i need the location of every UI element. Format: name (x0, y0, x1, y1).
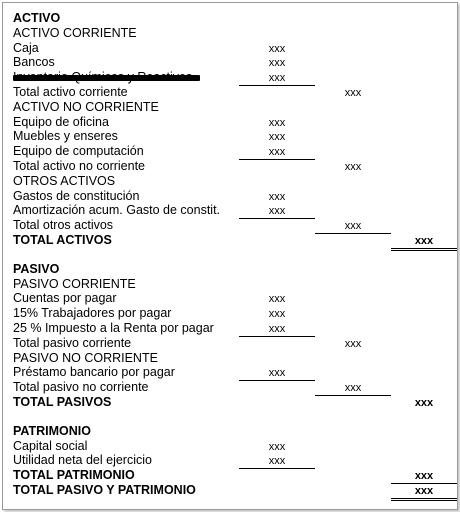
amount-total: xxx (391, 234, 457, 251)
statement-row (3, 291, 459, 306)
statement-row (3, 483, 459, 498)
statement-row (3, 41, 459, 56)
statement-row (3, 321, 459, 336)
statement-row (3, 189, 459, 204)
amount-detail: xxx (239, 204, 315, 219)
statement-row (3, 85, 459, 100)
row-label: PASIVO NO CORRIENTE (13, 350, 158, 365)
amount-detail: xxx (239, 366, 315, 381)
statement-row (3, 439, 459, 454)
row-label: ACTIVO NO CORRIENTE (13, 99, 159, 114)
row-label: Gastos de constitución (13, 188, 140, 203)
row-label: 25 % Impuesto a la Renta por pagar (13, 321, 214, 335)
amount-subtotal: xxx (344, 87, 362, 99)
amount-subtotal: xxx (344, 337, 362, 350)
row-label: Bancos (13, 55, 55, 70)
row-label: Total activo no corriente (13, 159, 146, 173)
row-label: Préstamo bancario por pagar (13, 365, 175, 380)
amount-detail: xxx (239, 71, 315, 86)
statement-row (3, 129, 459, 144)
row-label: Amortización acum. Gasto de constit. (13, 203, 221, 218)
statement-row (3, 100, 459, 115)
amount-detail: xxx (268, 57, 286, 70)
statement-row (3, 174, 459, 189)
row-label: Capital social (13, 438, 88, 453)
amount-total: xxx (391, 484, 457, 501)
row-label: PATRIMONIO (13, 423, 92, 438)
row-label: Equipo de computación (13, 144, 144, 159)
statement-row (3, 11, 459, 26)
statement-row (3, 277, 459, 292)
row-label: TOTAL ACTIVOS (13, 233, 112, 247)
row-label: Total pasivo no corriente (13, 380, 149, 395)
row-label: Caja (13, 40, 39, 55)
statement-row (3, 26, 459, 41)
row-label: Total otros activos (13, 218, 114, 233)
row-label: TOTAL PASIVOS (13, 395, 112, 409)
row-label: Muebles y enseres (13, 129, 118, 144)
statement-row (3, 468, 459, 483)
amount-detail: xxx (239, 145, 315, 160)
statement-row (3, 351, 459, 366)
row-label: Total pasivo corriente (13, 335, 132, 350)
statement-row (3, 424, 459, 439)
row-label: TOTAL PASIVO Y PATRIMONIO (13, 483, 196, 497)
statement-row (3, 55, 459, 70)
row-label: PASIVO CORRIENTE (13, 276, 136, 291)
amount-subtotal: xxx (344, 161, 362, 173)
statement-row (3, 218, 459, 233)
balance-sheet (2, 2, 458, 510)
statement-row (3, 144, 459, 159)
row-label: 15% Trabajadores por pagar (13, 306, 172, 321)
statement-row (3, 203, 459, 218)
row-label: PASIVO (13, 261, 60, 276)
amount-detail: xxx (268, 190, 286, 203)
amount-detail: xxx (268, 42, 286, 55)
amount-subtotal: xxx (315, 381, 391, 396)
redaction-mark (13, 75, 200, 81)
statement-row (3, 453, 459, 468)
statement-row (3, 380, 459, 395)
row-label: Total activo corriente (13, 85, 128, 99)
amount-detail: xxx (239, 322, 315, 337)
row-label: Utilidad neta del ejercicio (13, 453, 152, 468)
row-label: Cuentas por pagar (13, 291, 117, 306)
amount-detail: xxx (268, 440, 286, 453)
statement-row (3, 262, 459, 277)
statement-row (3, 365, 459, 380)
statement-row (3, 70, 459, 85)
amount-detail: xxx (268, 293, 286, 306)
row-label: ACTIVO (13, 11, 61, 25)
statement-row (3, 159, 459, 174)
statement-row (3, 306, 459, 321)
statement-row (3, 395, 459, 410)
amount-detail: xxx (268, 131, 286, 144)
statement-row (3, 233, 459, 248)
row-label: Equipo de oficina (13, 114, 109, 129)
statement-row (3, 115, 459, 130)
row-label: ACTIVO CORRIENTE (13, 25, 137, 40)
amount-total: xxx (414, 397, 434, 409)
row-label: TOTAL PATRIMONIO (13, 468, 135, 483)
amount-total: xxx (391, 469, 457, 484)
amount-subtotal: xxx (315, 219, 391, 234)
row-label: OTROS ACTIVOS (13, 173, 116, 188)
statement-row (3, 336, 459, 351)
amount-detail: xxx (268, 308, 286, 321)
amount-detail: xxx (268, 116, 286, 129)
amount-detail: xxx (239, 454, 315, 469)
